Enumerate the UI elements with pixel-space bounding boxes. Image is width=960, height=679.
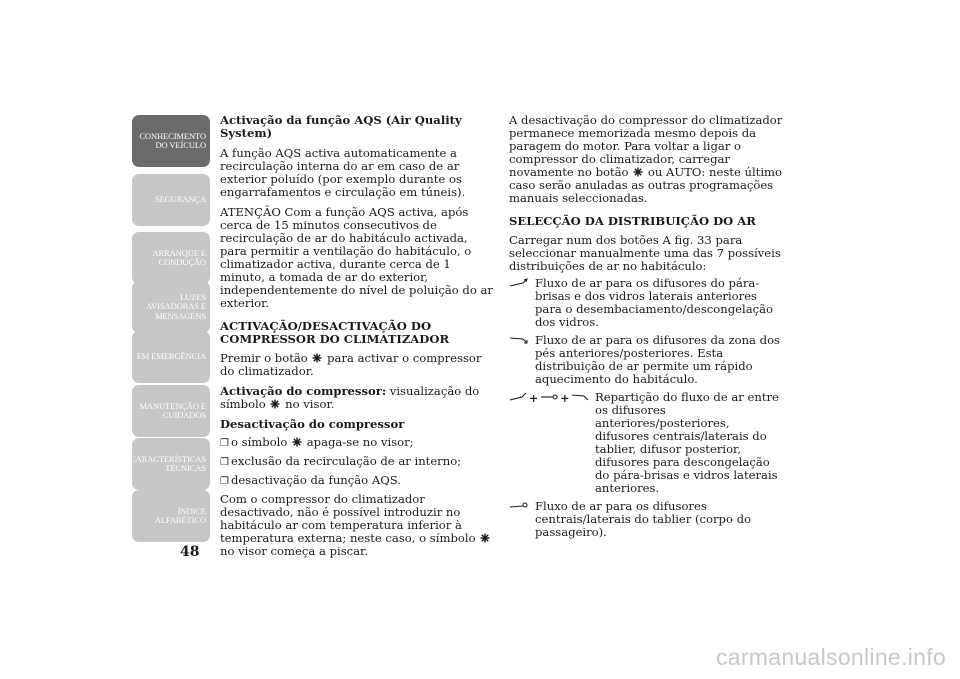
activation-paragraph (220, 385, 496, 411)
snowflake-icon (312, 353, 322, 363)
tab-label: CARACTERÍSTICAS TÉCNICAS (130, 453, 206, 473)
snowflake-icon (480, 533, 490, 543)
plus-sign: + (529, 392, 539, 405)
deactivation-heading: Desactivação do compressor (220, 417, 405, 431)
final-paragraph (220, 493, 496, 558)
text: no visor começa a piscar. (220, 544, 369, 558)
compressor-heading: ACTIVAÇÃO/DESACTIVAÇÃO DO COMPRESSOR DO CLIMATIZADOR (220, 319, 450, 346)
text: A desactivação do compressor do climatizador permanece memorizada mesmo depois da paragem do motor. Para voltar a ligar o compressor do climatizador, carregar novamente no botão (509, 113, 783, 179)
checkbox-bullet-icon: ❐ (220, 457, 229, 468)
text: no visor. (285, 397, 335, 411)
tab-seguranca[interactable] (132, 174, 210, 226)
snowflake-icon (633, 167, 643, 177)
tab-label: CONHECIMENTO DO VEÍCULO (139, 130, 206, 150)
checkbox-bullet-icon: ❐ (220, 476, 229, 487)
list-item (509, 334, 787, 386)
compressor-memory-paragraph (509, 114, 787, 205)
text: Com o compressor do climatizador desactivado, não é possível introduzir no habitáculo ar com temperatura inferior à temperatura externa; neste caso, o símbolo (220, 492, 476, 545)
tab-label: LUZES AVISADORAS E MENSAGENS (146, 291, 206, 321)
distribution-heading: SELECÇÃO DA DISTRIBUIÇÃO DO AR (509, 214, 756, 228)
text: o símbolo (230, 435, 288, 449)
tab-label: SEGURANÇA (154, 194, 206, 205)
tab-manutencao-e-cuidados[interactable] (132, 385, 210, 437)
list-item (509, 391, 787, 495)
watermark: carmanualsonline.info (715, 644, 946, 670)
text: para activar o compressor do climatizador. (220, 351, 482, 378)
tab-luzes-avisadoras[interactable] (132, 281, 210, 333)
text: ou AUTO: neste último caso serão anuladas as outras programações manuais seleccionadas. (509, 165, 783, 205)
page-number: 48 (180, 544, 200, 560)
tab-indice-alfabetico[interactable] (132, 490, 210, 542)
list-item (220, 474, 496, 488)
snowflake-icon (270, 399, 280, 409)
tab-label: MANUTENÇÃO E CUIDADOS (139, 400, 206, 420)
text: apaga-se no visor; (306, 435, 414, 449)
text: desactivação da função AQS. (230, 473, 401, 487)
text: Repartição do fluxo de ar entre os difusores anteriores/posteriores, difusores centrais/laterais do tablier, difusor posterior, difusores para descongelação do pára-brisas e vidros laterais anteriores. (595, 390, 779, 495)
left-column (220, 114, 496, 565)
text: visualização do símbolo (220, 384, 480, 411)
checkbox-bullet-icon: ❐ (220, 438, 229, 449)
text: Premir o botão (220, 351, 308, 365)
tab-label: ARRANQUE E CONDUÇÃO (152, 247, 206, 267)
tab-arranque-e-conducao[interactable] (132, 232, 210, 284)
dashboard-airflow-icon (509, 500, 535, 539)
aqs-paragraph: A função AQS activa automaticamente a recirculação interna do ar em caso de ar exterior poluído (por exemplo durante os engarrafamentos e circulação em túneis). (220, 146, 466, 199)
plus-sign: + (560, 392, 570, 405)
activation-label: Activação do compressor: (220, 384, 387, 398)
combined-airflow-icon (509, 391, 595, 495)
tab-label: ÍNDICE ALFABÉTICO (154, 505, 206, 525)
aqs-heading: Activação da função AQS (Air Quality System) (220, 113, 462, 140)
tab-caracteristicas-tecnicas[interactable] (132, 438, 210, 490)
text: exclusão da recirculação de ar interno; (230, 454, 462, 468)
compressor-paragraph (220, 352, 496, 378)
tab-conhecimento-do-veiculo[interactable] (132, 115, 210, 167)
right-column (509, 114, 787, 544)
text: Fluxo de ar para os difusores centrais/laterais do tablier (corpo do passageiro). (535, 499, 752, 539)
distribution-intro: Carregar num dos botões A fig. 33 para seleccionar manualmente uma das 7 possíveis distribuições de ar no habitáculo: (509, 233, 781, 273)
feet-airflow-icon (509, 334, 535, 386)
tab-em-emergencia[interactable] (132, 331, 210, 383)
aqs-warning-paragraph: ATENÇÃO Com a função AQS activa, após cerca de 15 minutos consecutivos de recirculação de ar do habitáculo activada, para permitir a ventilação do habitáculo, o climatizador activa, durante cerca de 1 minuto, a tomada de ar do exterior, independentemente do nível de poluição do ar exterior. (220, 205, 493, 310)
list-item (509, 500, 787, 539)
list-item (220, 455, 496, 469)
list-item (509, 277, 787, 329)
text: Fluxo de ar para os difusores da zona dos pés anteriores/posteriores. Esta distribuição de ar permite um rápido aquecimento do habitáculo. (535, 333, 780, 386)
snowflake-icon (292, 437, 302, 447)
text: Fluxo de ar para os difusores do pára-brisas e dos vidros laterais anteriores para o desembaciamento/descongelação dos vidros. (535, 276, 774, 329)
list-item (220, 436, 496, 450)
tab-label: EM EMERGÊNCIA (136, 351, 206, 362)
windshield-airflow-icon (509, 277, 535, 329)
